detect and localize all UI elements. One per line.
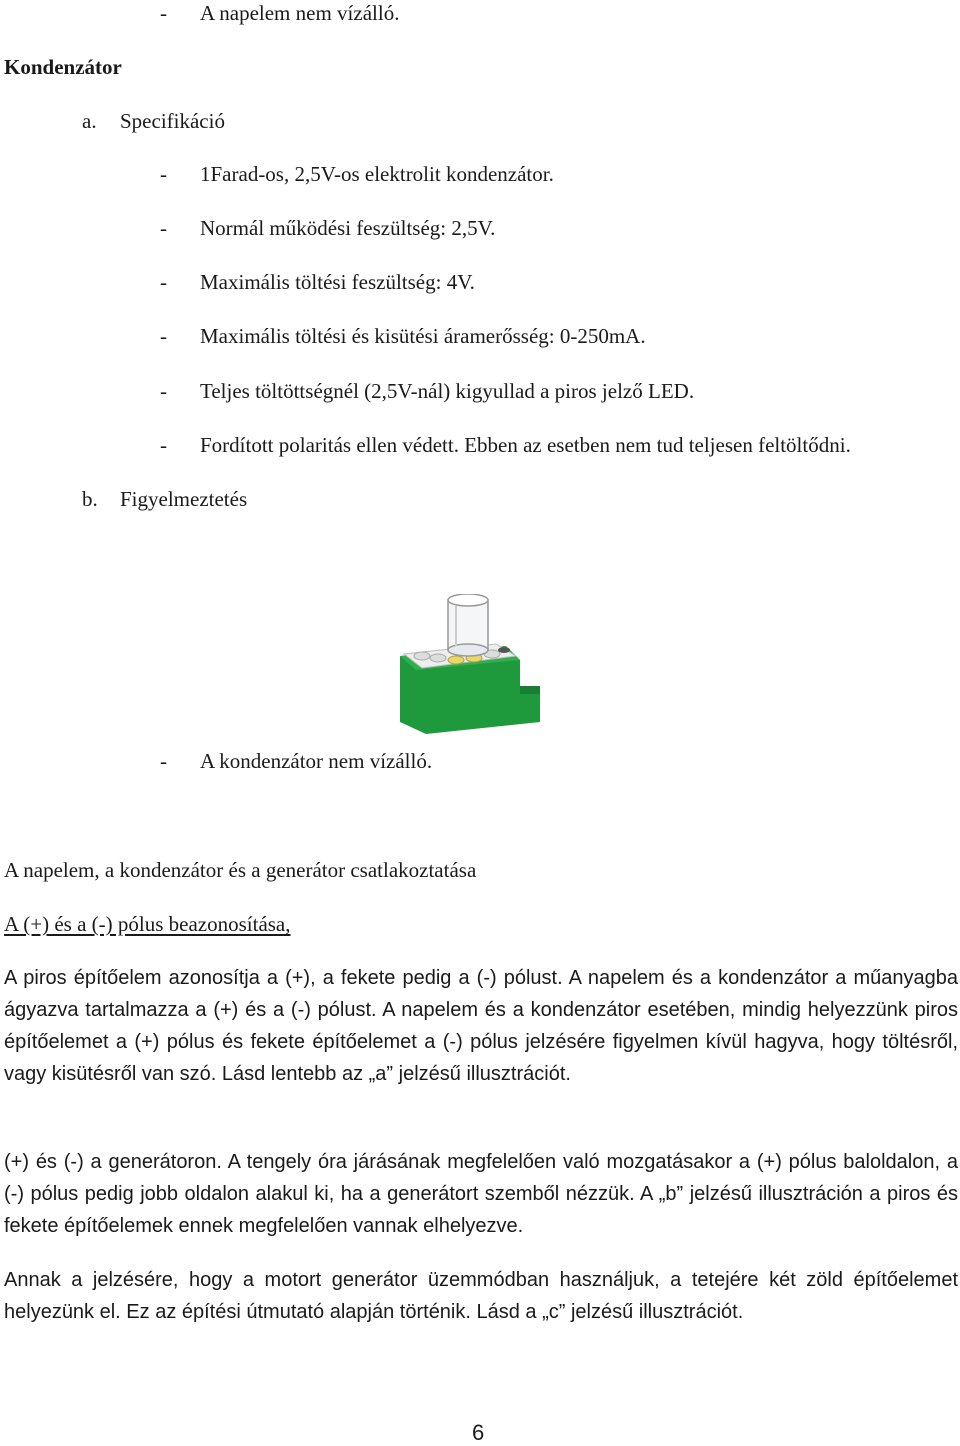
capacitor-heading: Kondenzátor (4, 55, 122, 79)
spec-item: - Normál működési feszültség: 2,5V. (160, 216, 496, 240)
spec-title: Specifikáció (120, 109, 225, 133)
capacitor-illustration (396, 594, 540, 734)
spec-letter: a. (82, 109, 97, 133)
spec-heading (82, 108, 225, 134)
spec-item: - Fordított polaritás ellen védett. Ebben az esetben nem tud teljesen feltöltődni. (160, 433, 851, 457)
warning-title: Figyelmeztetés (120, 487, 248, 511)
spec-item: - Teljes töltöttségnél (2,5V-nál) kigyullad a piros jelző LED. (160, 379, 695, 403)
warning-heading (82, 486, 247, 512)
spec-item: - Maximális töltési feszültség: 4V. (160, 270, 475, 294)
paragraph-generator-mode: Annak a jelzésére, hogy a motort generátor üzemmódban használjuk, a tetejére két zöld építőelemet helyezünk el. Ez az építési útmutató alapján történik. Lásd a „c” jelzésű illusztrációt. (4, 1269, 958, 1323)
connection-subheading: A (+) és a (-) pólus beazonosítása, (4, 912, 291, 936)
solar-panel-note-text: A napelem nem vízálló. (200, 1, 400, 25)
spec-item: - 1Farad-os, 2,5V-os elektrolit kondenzátor. (160, 162, 554, 186)
solar-panel-note: - A napelem nem vízálló. (160, 1, 400, 25)
warning-note: - A kondenzátor nem vízálló. (160, 749, 433, 773)
page-number: 6 (472, 1420, 485, 1445)
connection-heading: A napelem, a kondenzátor és a generátor csatlakoztatása (4, 858, 477, 882)
spec-item: - Maximális töltési és kisütési áramerősség: 0-250mA. (160, 324, 646, 348)
paragraph-generator-poles: (+) és (-) a generátoron. A tengely óra járásának megfelelően való mozgatásakor a (+) pólus baloldalon, a (-) pólus pedig jobb oldalon alakul ki, ha a generátort szemből nézzük. A „b” jelzésű illusztráción a piros és fekete építőelemek ennek megfelelően vannak elhelyezve. (4, 1151, 958, 1237)
warning-letter: b. (82, 487, 98, 511)
paragraph-pole-identification: A piros építőelem azonosítja a (+), a fekete pedig a (-) pólust. A napelem és a kondenzátor a műanyagba ágyazva tartalmazza a (+) és a (-) pólust. A napelem és a kondenzátor esetében, mindig helyezzünk piros építőelemet a (+) pólus és fekete építőelemet a (-) pólus jelzésére figyelmen kívül hagyva, hogy töltésről, vagy kisütésről van szó. Lásd lentebb az „a” jelzésű illusztrációt. (4, 967, 958, 1085)
